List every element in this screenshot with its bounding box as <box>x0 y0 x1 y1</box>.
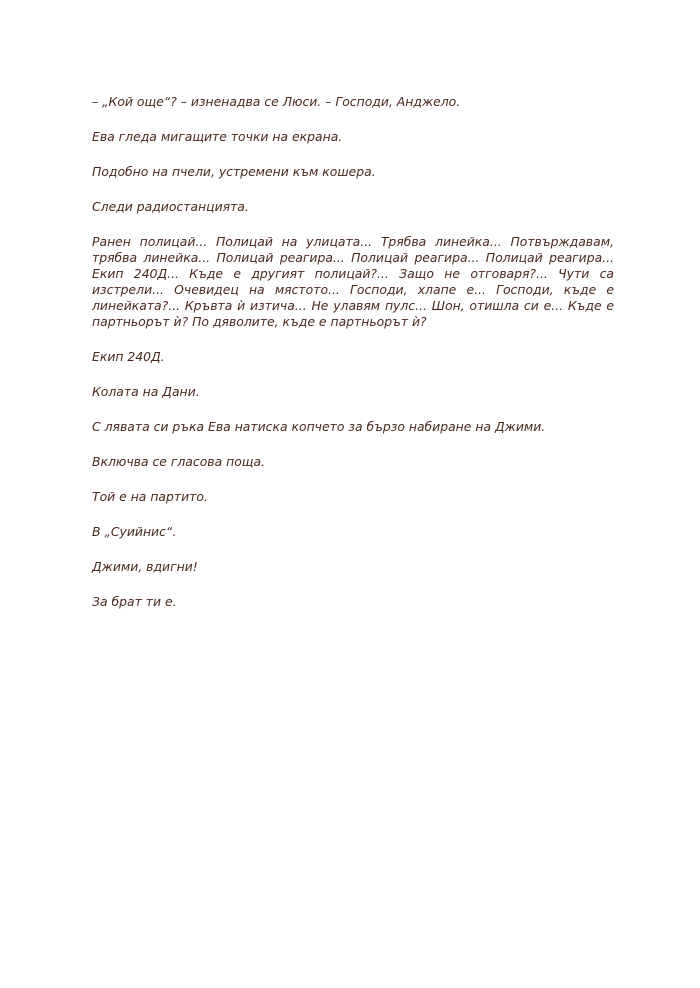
radio-line-5: линейката?... Кръвта ѝ изтича... Не улавям пулс... Шон, отишла си е... Къде е <box>92 298 614 313</box>
paragraph-brother: За брат ти е. <box>92 594 177 609</box>
paragraph-lucy-line: – „Кой още“? – изненадва се Люси. – Господи, Анджело. <box>92 94 461 109</box>
paragraph-unit: Екип 240Д. <box>92 349 165 364</box>
paragraph-radio: Следи радиостанцията. <box>92 199 249 214</box>
paragraph-voicemail: Включва се гласова поща. <box>92 454 265 469</box>
radio-line-4: изстрели... Очевидец на мястото... Господи, хлапе е... Господи, къде е <box>92 282 614 297</box>
paragraph-bees: Подобно на пчели, устремени към кошера. <box>92 164 376 179</box>
paragraph-speed-dial: С лявата си ръка Ева натиска копчето за бързо набиране на Джими. <box>92 419 546 434</box>
radio-line-3: Екип 240Д... Къде е другият полицай?... Защо не отговаря?... Чути са <box>92 266 614 281</box>
paragraph-eva-watches: Ева гледа мигащите точки на екрана. <box>92 129 343 144</box>
paragraph-dani-car: Колата на Дани. <box>92 384 200 399</box>
body-text <box>92 94 614 629</box>
radio-line-6: партньорът ѝ? По дяволите, къде е партньорът ѝ? <box>92 314 427 329</box>
radio-transcript <box>92 234 614 330</box>
paragraph-party: Той е на партито. <box>92 489 208 504</box>
radio-line-1: Ранен полицай... Полицай на улицата... Трябва линейка... Потвърждавам, <box>92 234 614 249</box>
paragraph-sweeneys: В „Суийнис“. <box>92 524 177 539</box>
paragraph-pick-up: Джими, вдигни! <box>92 559 198 574</box>
radio-line-2: трябва линейка... Полицай реагира... Полицай реагира... Полицай реагира... <box>92 250 614 265</box>
